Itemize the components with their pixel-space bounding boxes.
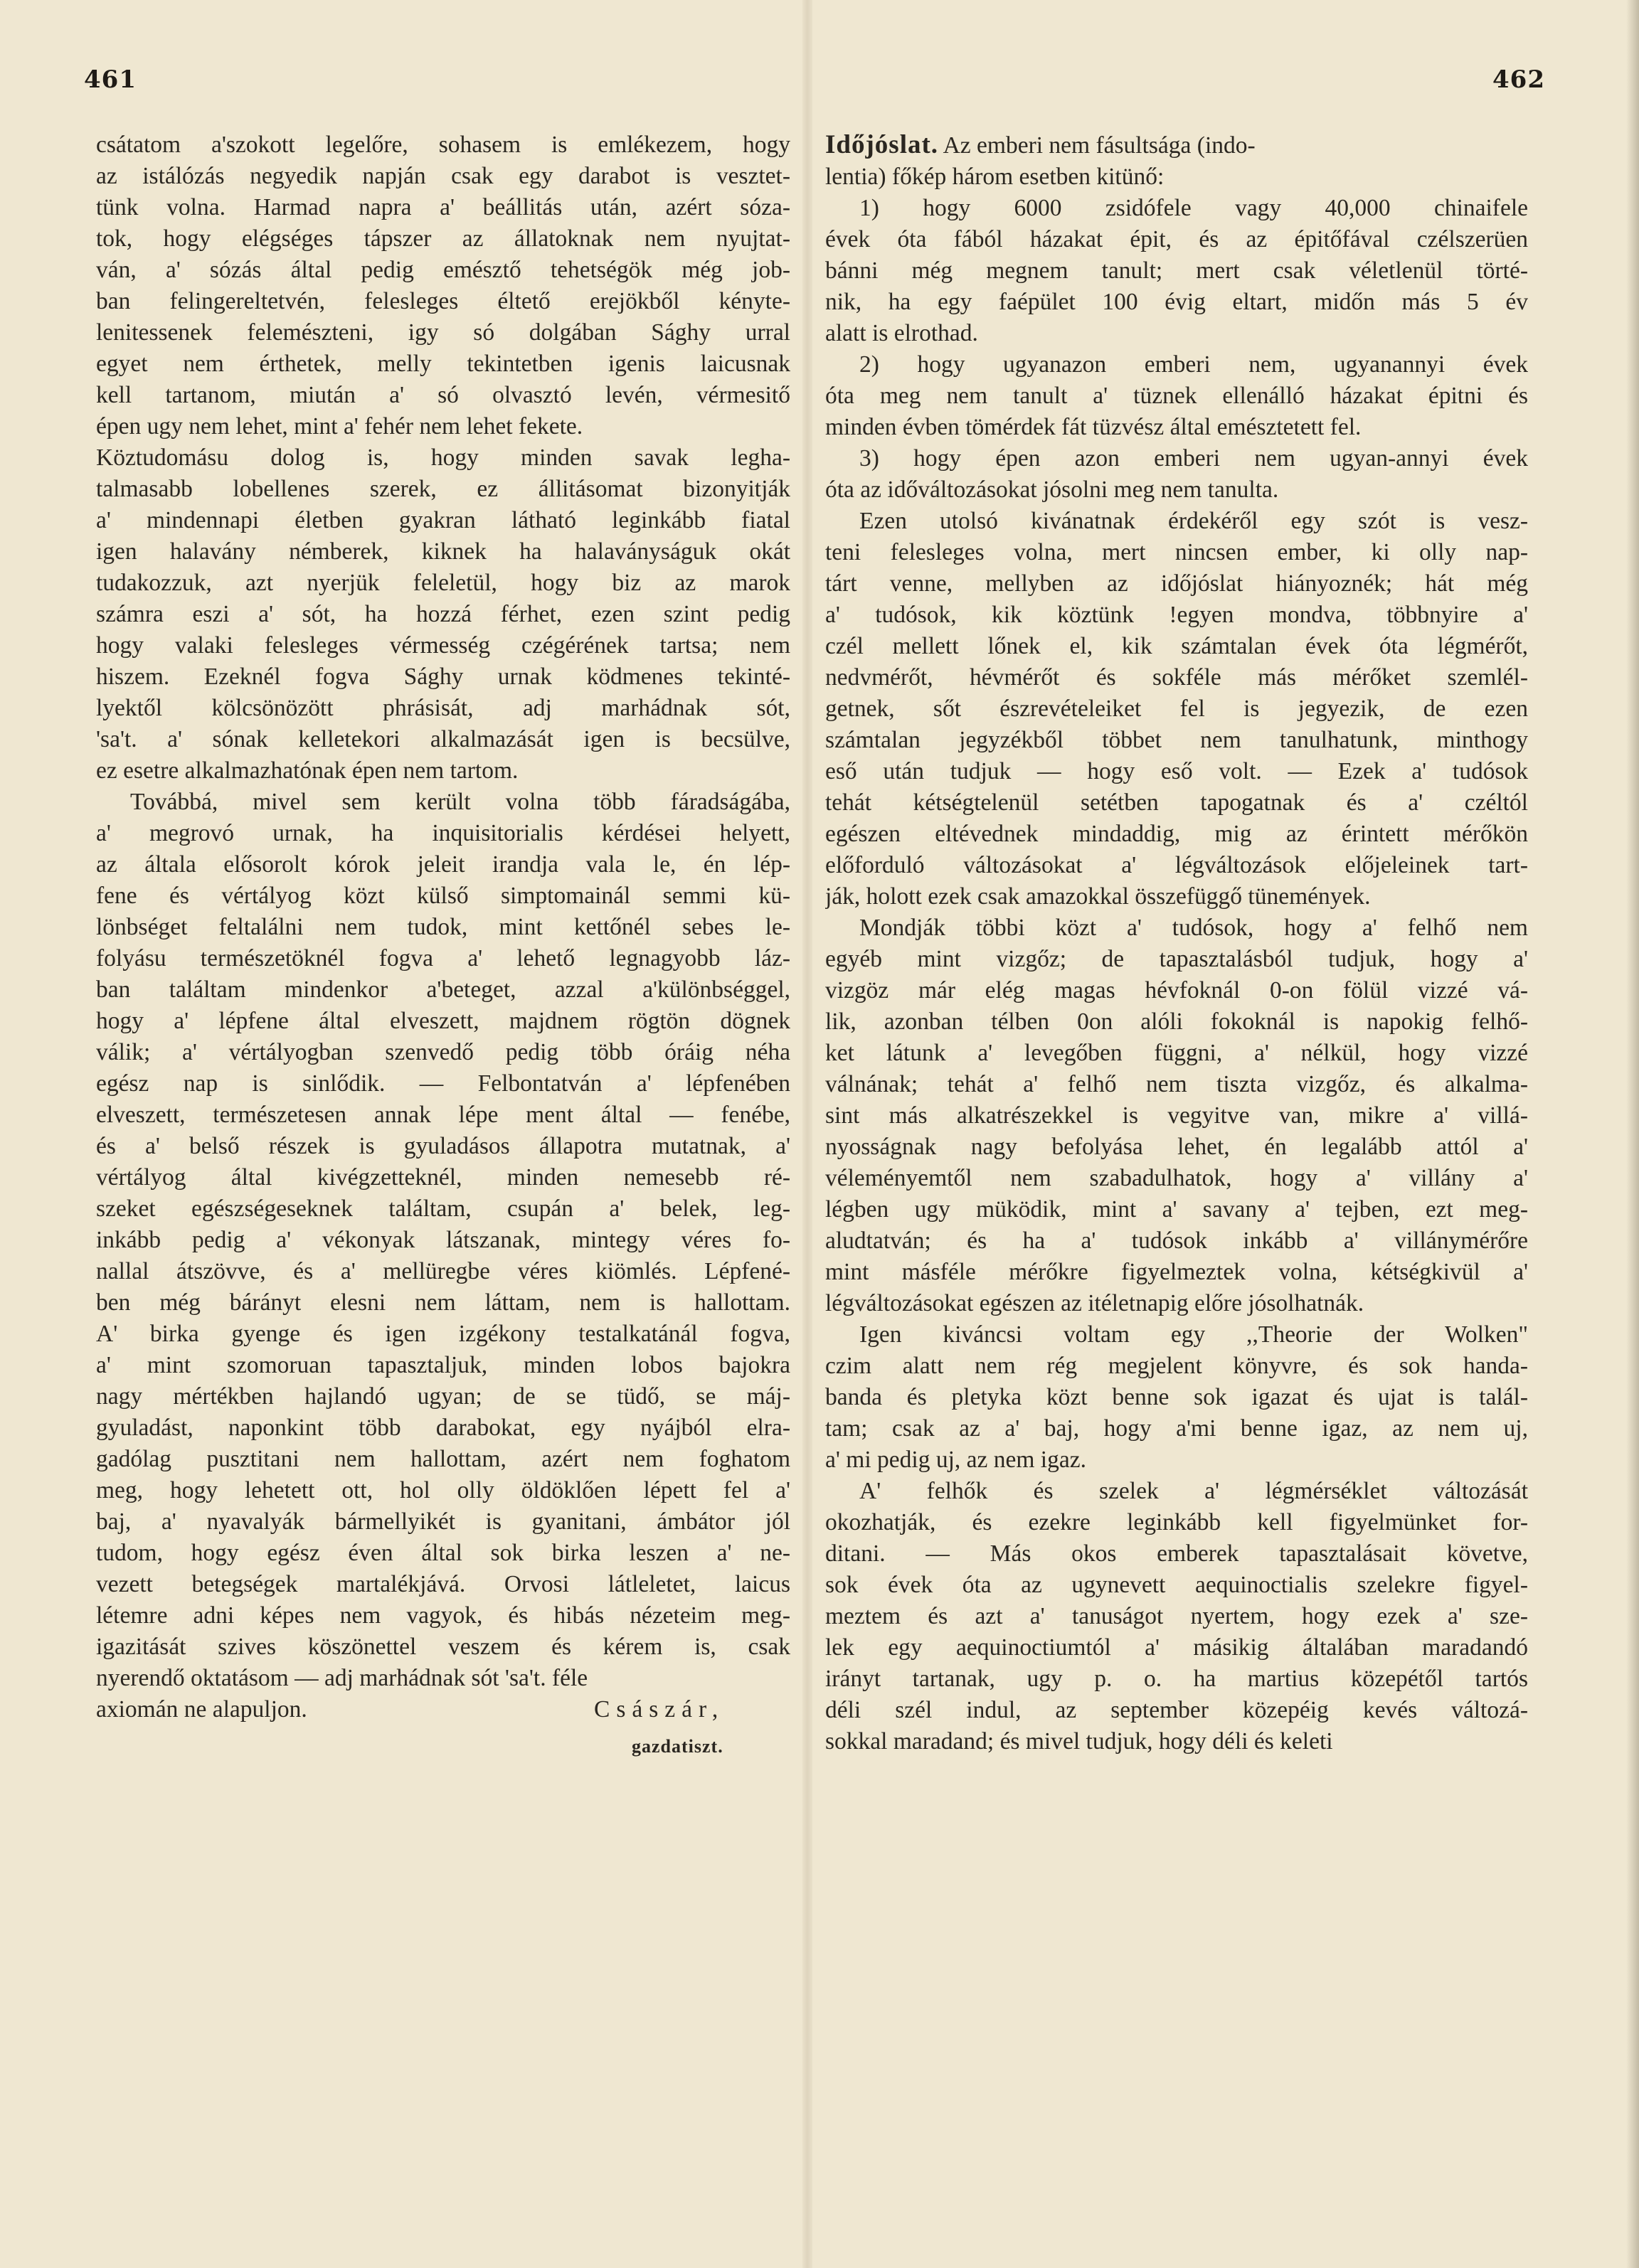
text-line: évek óta fából házakat épit, és az épitőfával czélszerüen [825, 226, 1528, 252]
text-line: ez esetre alkalmazhatónak épen nem tartom. [96, 757, 519, 784]
text-line: A' felhők és szelek a' légmérséklet változását [859, 1478, 1528, 1504]
right-body-text [825, 161, 1528, 1757]
text-line: Továbbá, mivel sem került volna több fáradságába, [130, 789, 790, 815]
page-number-left: 461 [84, 65, 137, 94]
text-line: épen ugy nem lehet, mint a' fehér nem lehet fekete. [96, 413, 583, 440]
text-line: sokkal maradand; és mivel tudjuk, hogy déli és keleti [825, 1728, 1333, 1755]
text-line: az istálózás negyedik napján csak egy darabot is vesztet- [96, 163, 790, 189]
text-line: tam; csak az a' baj, hogy a'mi benne igaz, az nem uj, [825, 1415, 1528, 1442]
text-line: ket látunk a' levegőben függni, a' nélkül, hogy vizzé [825, 1040, 1528, 1066]
text-line: igazitását szives köszönettel veszem és kérem is, csak [96, 1634, 790, 1660]
text-line: a' megrovó urnak, ha inquisitorialis kérdései helyett, [96, 820, 790, 846]
text-line: tehát kétségtelenül setétben tapogatnak és a' czéltól [825, 789, 1528, 816]
text-line: czél mellett lőnek el, kik számtalan évek óta légmérőt, [825, 633, 1528, 659]
text-line: tok, hogy elégséges tápszer az állatoknak nem nyujtat- [96, 225, 790, 252]
text-line: okozhatják, és ezekre leginkább kell figyelmünket for- [825, 1509, 1528, 1535]
text-line: a' mi pedig uj, az nem igaz. [825, 1447, 1086, 1473]
text-line: Igen kiváncsi voltam egy ,,Theorie der Wolken" [859, 1321, 1528, 1348]
text-line: vértályog által kivégzetteknél, minden nemesebb ré- [96, 1164, 790, 1191]
text-line: ban találtam mindenkor a'beteget, azzal a'különbséggel, [96, 976, 790, 1003]
text-line: folyásu természetöknél fogva a' lehető legnagyobb láz- [96, 945, 790, 971]
text-line: czim alatt nem rég megjelent könyvre, és sok handa- [825, 1353, 1528, 1379]
text-line: tudakozzuk, azt nyerjük feleletül, hogy biz az marok [96, 570, 790, 596]
text-line: meztem és azt a' tanuságot nyertem, hogy ezek a' sze- [825, 1603, 1528, 1629]
text-line: inkább pedig a' vékonyak látszanak, mintegy véres fo- [96, 1227, 790, 1253]
text-line: válik; a' vértályogban szenvedő pedig több óráig néha [96, 1039, 790, 1065]
text-line: nedvmérőt, hévmérőt és sokféle más mérőket szemlél- [825, 664, 1528, 691]
page-edge-shadow [1626, 0, 1639, 2268]
text-line: hogy a' lépfene által elveszett, majdnem rögtön dögnek [96, 1008, 790, 1034]
text-line: meg, hogy lehetett ott, hol olly öldöklően lépett fel a' [96, 1477, 790, 1503]
text-line: nyerendő oktatásom — adj marhádnak sót 'sa't. féle [96, 1665, 588, 1691]
text-line: véleményemtől nem szabadulhatok, hogy a' villány a' [825, 1165, 1528, 1191]
text-line: válnának; tehát a' felhő nem tiszta vizgőz, és alkalma- [825, 1071, 1528, 1097]
text-line: számra eszi a' sót, ha hozzá férhet, ezen szint pedig [96, 601, 790, 627]
text-line: tudom, hogy egész éven által sok birka leszen a' ne- [96, 1540, 790, 1566]
text-line: alatt is elrothad. [825, 320, 978, 346]
text-line: sok évek óta az ugynevett aequinoctialis szelekre figyel- [825, 1572, 1528, 1598]
text-line: gyuladást, naponkint több darabokat, egy nyájból elra- [96, 1415, 790, 1441]
text-line: nallal átszövve, és a' mellüregbe véres kiömlés. Lépfené- [96, 1258, 790, 1284]
text-line: Mondják többi közt a' tudósok, hogy a' felhő nem [859, 915, 1528, 941]
text-line: Ezen utolsó kivánatnak érdekéről egy szót is vesz- [859, 508, 1528, 534]
text-line: gadólag pusztitani nem hallottam, azért nem foghatom [96, 1446, 790, 1472]
text-line: létemre adni képes nem vagyok, és hibás nézeteim meg- [96, 1602, 790, 1629]
text-line: tárt venne, mellyben az időjóslat hiányoznék; hát még [825, 570, 1528, 597]
text-line: déli szél indul, az september közepéig kevés változá- [825, 1697, 1528, 1723]
text-line: nyosságnak nagy befolyása lehet, én legalább attól a' [825, 1134, 1528, 1160]
text-line: aludtatván; és ha a' tudósok inkább a' villánymérőre [825, 1228, 1528, 1254]
text-line: fene és vértályog közt külső simptomainál semmi kü- [96, 883, 790, 909]
text-line: és a' belső részek is gyuladásos állapotra mutatnak, a' [96, 1133, 790, 1159]
text-line: a' mint szomoruan tapasztaljuk, minden lobos bajokra [96, 1352, 790, 1378]
text-line: szeket egészségeseknek találtam, csupán a' belek, leg- [96, 1196, 790, 1222]
text-line: mint másféle mérőkre figyelmeztek volna, kétségkivül a' [825, 1259, 1528, 1285]
text-line: ben még bárányt elesni nem láttam, nem is hallottam. [96, 1289, 790, 1316]
text-line: lik, azonban télben 0on alóli fokoknál is napokig felhő- [825, 1008, 1528, 1035]
text-line: csátatom a'szokott legelőre, sohasem is emlékezem, hogy [96, 132, 790, 158]
text-line: egész nap is sinlődik. — Felbontatván a' lépfenében [96, 1070, 790, 1097]
text-line: egyet nem érthetek, melly tekintetben igenis laicusnak [96, 351, 790, 377]
section-heading: Időjóslat. [825, 130, 939, 159]
text-line: lenitessenek felemészteni, igy só dolgában Sághy urral [96, 319, 790, 346]
right-first-line [825, 129, 1528, 161]
text-line: A' birka gyenge és igen izgékony testalkatánál fogva, [96, 1321, 790, 1347]
text-line: légben ugy müködik, mint a' savany a' tejben, ezt meg- [825, 1196, 1528, 1223]
text-line: minden évben tömérdek fát tüzvész által emésztetett fel. [825, 414, 1362, 440]
first-line-rest: Az emberi nem fásultsága (indo- [938, 132, 1256, 159]
text-line: óta meg nem tanult a' tüznek ellenálló házakat épitni és [825, 383, 1528, 409]
signature-line: axiomán ne alapuljon. [96, 1696, 307, 1723]
text-line: hogy valaki felesleges vérmesség czégérének tartsa; nem [96, 632, 790, 659]
text-line: előforduló változásokat a' légváltozások előjeleinek tart- [825, 852, 1528, 878]
text-line: az általa elősorolt kórok jeleit irandja vala le, én lép- [96, 851, 790, 878]
text-line: lönbséget feltalálni nem tudok, mint kettőnél sebes le- [96, 914, 790, 940]
text-line: egészen eltévednek mindaddig, mig az érintett mérőkön [825, 821, 1528, 847]
text-line: lyektől kölcsönözött phrásisát, adj marhádnak sót, [96, 695, 790, 721]
author-role: gazdatiszt. [632, 1736, 723, 1757]
text-line: 2) hogy ugyanazon emberi nem, ugyanannyi évek [859, 351, 1528, 378]
text-line: vezett betegségek martalékjává. Orvosi látleletet, laicus [96, 1571, 790, 1597]
page-number-right: 462 [1492, 65, 1545, 94]
text-line: a' tudósok, kik köztünk !egyen mondva, többnyire a' [825, 602, 1528, 628]
text-line: egyéb mint vizgőz; de tapasztalásból tudjuk, hogy a' [825, 946, 1528, 972]
text-line: ban felingereltetvén, felesleges éltető erejökből kényte- [96, 288, 790, 314]
text-line: irányt tartanak, ugy p. o. ha martius közepétől tartós [825, 1666, 1528, 1692]
text-line: teni felesleges volna, mert nincsen ember, ki olly nap- [825, 539, 1528, 565]
text-line: 3) hogy épen azon emberi nem ugyan-annyi évek [859, 445, 1528, 472]
text-line: nagy mértékben hajlandó ugyan; de se tüdő, se máj- [96, 1383, 790, 1410]
text-line: baj, a' nyavalyák bármellyikét is gyanitani, ámbátor jól [96, 1508, 790, 1535]
text-line: 1) hogy 6000 zsidófele vagy 40,000 chinaifele [859, 195, 1528, 221]
text-line: bánni még megnem tanult; mert csak véletlenül törté- [825, 257, 1528, 284]
text-line: Köztudomásu dolog is, hogy minden savak legha- [96, 444, 790, 471]
text-line: 'sa't. a' sónak kelletekori alkalmazását igen is becsülve, [96, 726, 790, 752]
text-line: óta az időváltozásokat jósolni meg nem tanulta. [825, 477, 1279, 503]
text-line: a' mindennapi életben gyakran látható leginkább fiatal [96, 507, 790, 533]
signature-block [96, 1694, 790, 1757]
author-name: Császár, [594, 1696, 725, 1723]
text-line: talmasabb lobellenes szerek, ez állitásomat bizonyitják [96, 476, 790, 502]
text-line: ják, holott ezek csak amazokkal összefüggő tünemények. [825, 883, 1371, 910]
text-line: igen halavány némberek, kiknek ha halaványságuk okát [96, 538, 790, 565]
text-line: nik, ha egy faépület 100 évig eltart, midőn más 5 év [825, 289, 1528, 315]
text-line: tünk volna. Harmad napra a' beállitás után, azért sóza- [96, 194, 790, 220]
text-line: vizgöz már elég magas hévfoknál 0-on fölül vizzé vá- [825, 977, 1528, 1003]
text-line: ditani. — Más okos emberek tapasztalásait követve, [825, 1540, 1528, 1567]
text-line: kell tartanom, miután a' só olvasztó levén, vérmesitő [96, 382, 790, 408]
text-line: ván, a' sózás által pedig emésztő tehetségök még job- [96, 257, 790, 283]
text-line: számtalan jegyzékből többet nem tanulhatunk, minthogy [825, 727, 1528, 753]
text-line: lek egy aequinoctiumtól a' másikig általában maradandó [825, 1634, 1528, 1661]
text-line: banda és pletyka közt benne sok igazat és ujat is talál- [825, 1384, 1528, 1410]
left-column [96, 129, 790, 1757]
text-line: lentia) főkép három esetben kitünő: [825, 164, 1165, 190]
text-line: getnek, sőt észrevételeiket fel is jegyezik, de ezen [825, 696, 1528, 722]
text-line: eső után tudjuk — hogy eső volt. — Ezek a' tudósok [825, 758, 1528, 784]
page-gutter [802, 0, 812, 2268]
text-line: légváltozásokat egészen az itéletnapig előre jósolhatnák. [825, 1290, 1364, 1316]
text-line: elveszett, természetesen annak lépe ment által — fenébe, [96, 1102, 790, 1128]
text-line: sint más alkatrészekkel is vegyitve van, mikre a' villá- [825, 1102, 1528, 1129]
left-body-text [96, 129, 790, 1694]
right-column [825, 129, 1528, 1757]
text-line: hiszem. Ezeknél fogva Sághy urnak ködmenes tekinté- [96, 664, 790, 690]
